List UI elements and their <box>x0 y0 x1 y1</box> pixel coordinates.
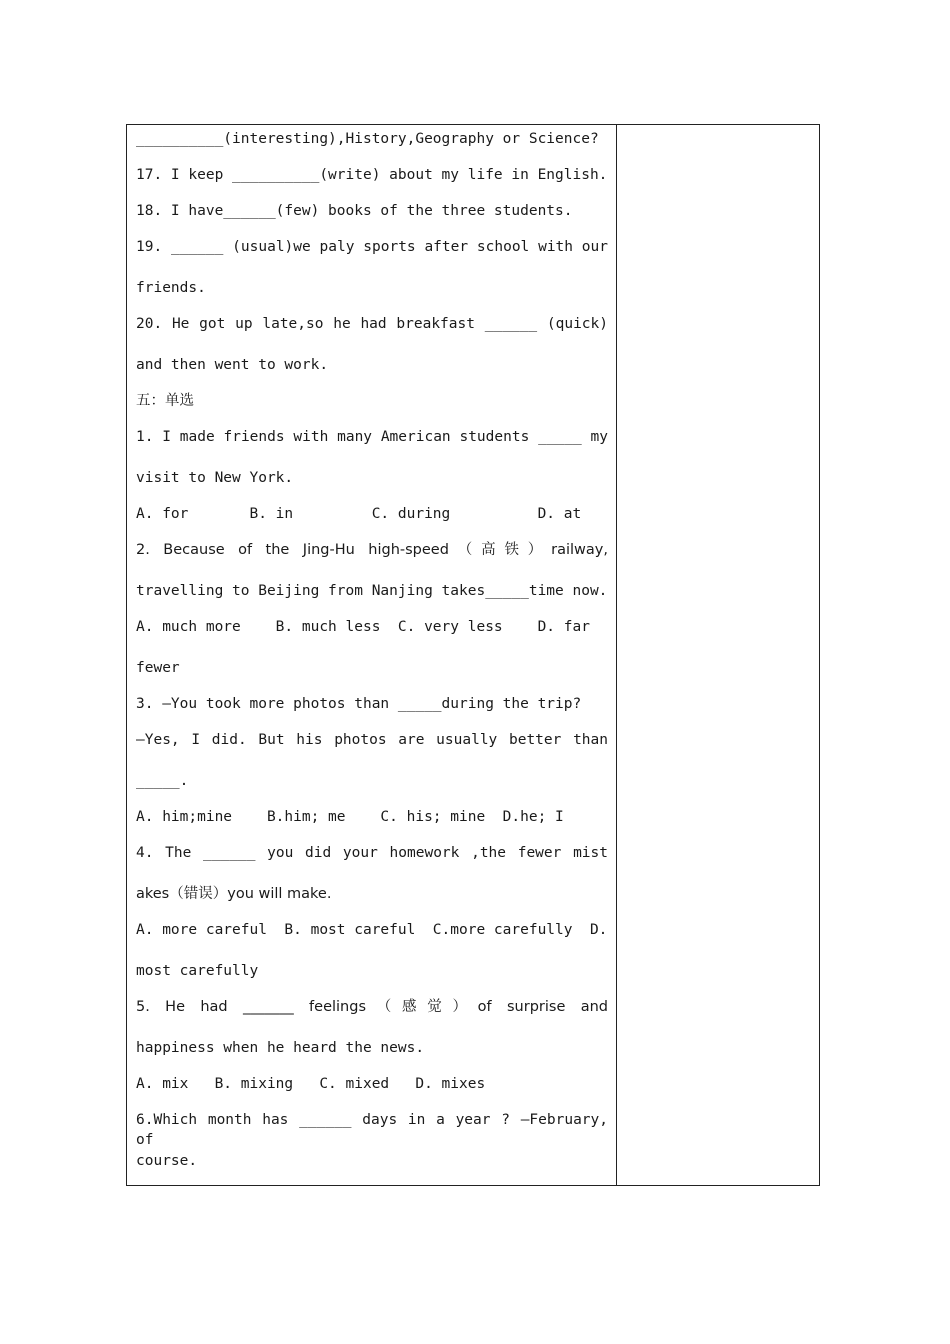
text-line: __________(interesting),History,Geography or Science? <box>136 131 599 147</box>
text-line: friends. <box>136 280 206 296</box>
text-line: 19. ______ (usual)we paly sports after school with our <box>136 239 608 255</box>
text-line: 五：单选 <box>136 393 194 409</box>
text-line: _____. <box>136 773 189 789</box>
text-line: 20. He got up late,so he had breakfast ______ (quick) <box>136 316 608 332</box>
text-line: A. mix B. mixing C. mixed D. mixes <box>136 1076 486 1092</box>
text-line: most carefully <box>136 963 259 979</box>
text-line: fewer <box>136 660 180 676</box>
text-line: A. him;mine B.him; me C. his; mine D.he; I <box>136 809 564 825</box>
text-line: 4. The ______ you did your homework ,the fewer mist <box>136 845 608 861</box>
text-line: happiness when he heard the news. <box>136 1040 425 1056</box>
text-line: and then went to work. <box>136 357 329 373</box>
text-line: A. more careful B. most careful C.more carefully D. <box>136 922 608 938</box>
text-line: akes（错误）you will make. <box>136 886 332 902</box>
text-line: 17. I keep __________(write) about my life in English. <box>136 167 608 183</box>
text-line: A. for B. in C. during D. at <box>136 506 582 522</box>
text-line: 2. Because of the Jing-Hu high-speed（高铁）railway, <box>136 542 608 558</box>
notes-column <box>617 125 819 1185</box>
text-line: 1. I made friends with many American students _____ my <box>136 429 608 445</box>
text-line: course. <box>136 1153 198 1169</box>
text-line: 3. —You took more photos than _____during the trip? <box>136 696 582 712</box>
text-line: A. much more B. much less C. very less D. far <box>136 619 590 635</box>
text-line: 6.Which month has ______ days in a year ? —February, of <box>136 1112 608 1148</box>
text-line: visit to New York. <box>136 470 294 486</box>
text-line: travelling to Beijing from Nanjing takes_____time now. <box>136 583 608 599</box>
text-line: —Yes, I did. But his photos are usually better than <box>136 732 608 748</box>
worksheet-table <box>126 124 820 1186</box>
text-line: 18. I have______(few) books of the three students. <box>136 203 573 219</box>
text-line: 5. He had _______ feelings（感觉）of surprise and <box>136 999 608 1015</box>
